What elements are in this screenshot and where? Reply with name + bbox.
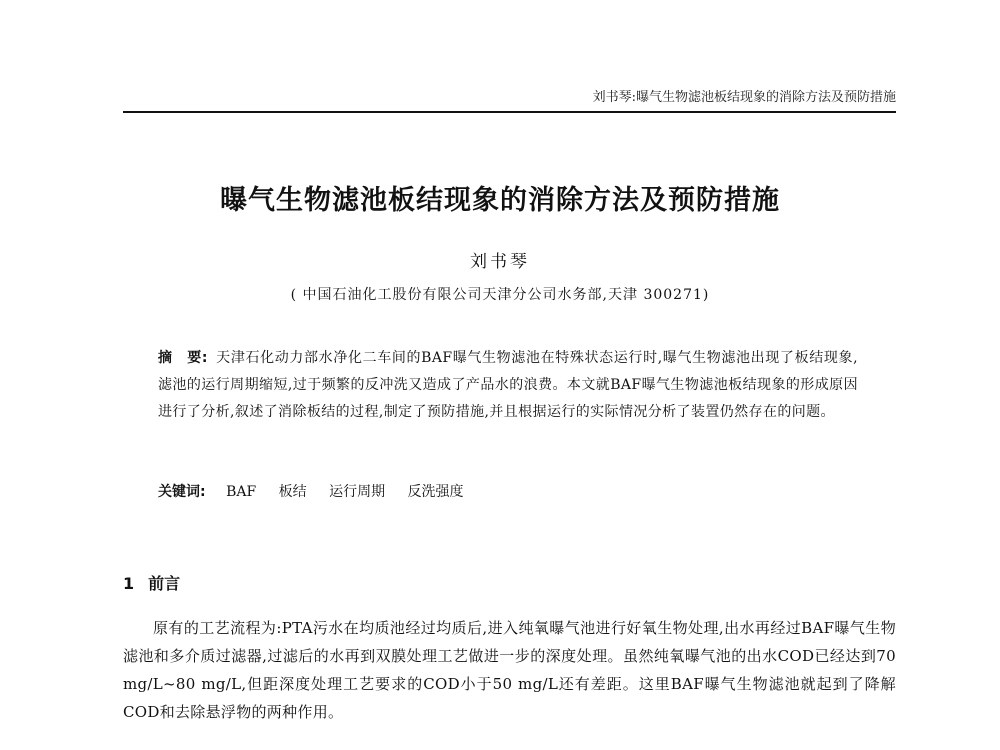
section-heading [123,571,180,594]
section-title: 前言 [148,574,181,593]
keyword-item: 反洗强度 [407,484,464,500]
section-number: 1 [123,574,135,593]
body-paragraph: 原有的工艺流程为:PTA污水在均质池经过均质后,进入纯氧曝气池进行好氧生物处理,出水再经过BAF曝气生物滤池和多介质过滤器,过滤后的水再到双膜处理工艺做进一步的深度处理。虽然纯氧曝气池的出水COD已经达到70 mg/L~80 mg/L,但距深度处理工艺要求的COD小于50 mg/L还有差距。这里BAF曝气生物滤池就起到了降解COD和去除悬浮物的两种作用。 [123,619,896,721]
abstract [158,345,858,426]
running-header: 刘书琴:曝气生物滤池板结现象的消除方法及预防措施 [592,90,896,105]
keyword-item: 板结 [278,484,307,500]
keywords [158,481,482,501]
keywords-label: 关键词: [158,484,206,500]
affiliation: ( 中国石油化工股份有限公司天津分公司水务部,天津 300271) [290,287,710,303]
paper-title: 曝气生物滤池板结现象的消除方法及预防措施 [220,185,780,216]
header-rule [123,111,896,113]
author-name: 刘书琴 [470,252,530,272]
keyword-item: 运行周期 [329,484,386,500]
abstract-label: 摘 要: [158,350,208,366]
keyword-item: BAF [226,484,257,500]
abstract-text: 天津石化动力部水净化二车间的BAF曝气生物滤池在特殊状态运行时,曝气生物滤池出现了板结现象,滤池的运行周期缩短,过于频繁的反冲洗又造成了产品水的浪费。本文就BAF曝气生物滤池板结现象的形成原因进行了分析,叙述了消除板结的过程,制定了预防措施,并且根据运行的实际情况分析了装置仍然存在的问题。 [158,350,858,420]
